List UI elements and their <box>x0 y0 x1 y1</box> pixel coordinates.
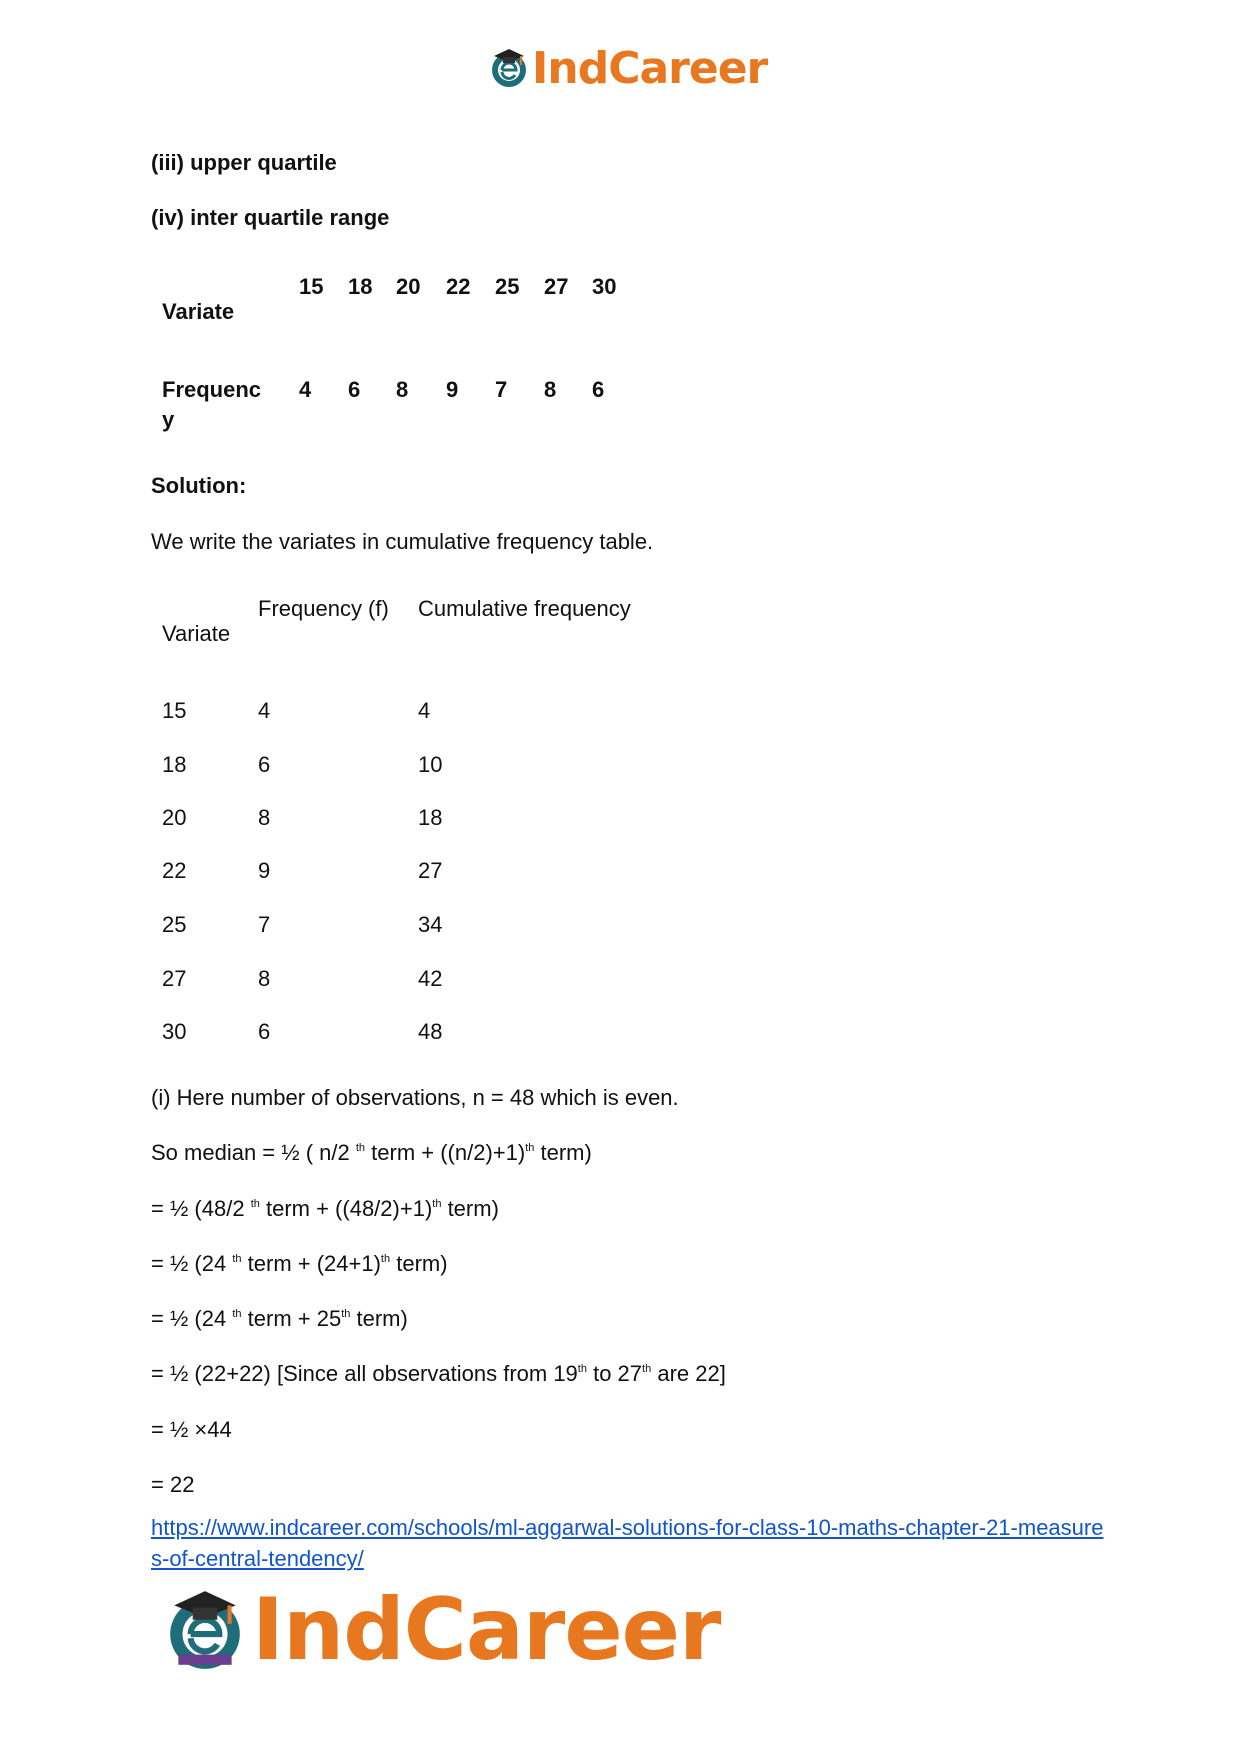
step-values: = ½ (22+22) [Since all observations from 19th to 27th are 22] <box>151 1361 726 1386</box>
step-terms: = ½ (24 $^{th}$ term + 25th term) <box>151 1306 408 1331</box>
variate-cell: 18 <box>348 274 373 299</box>
cf-cell-frequency: 8 <box>258 805 271 830</box>
question-iii: (iii) upper quartile <box>151 150 337 175</box>
source-link[interactable]: https://www.indcareer.com/schools/ml-aggarwal-solutions-for-class-10-maths-chapter-21-measures-of-central-tendency/ <box>151 1515 1104 1571</box>
cf-cell-frequency: 4 <box>258 698 271 723</box>
cf-cell-frequency: 8 <box>258 966 271 991</box>
brand-name: IndCareer <box>252 1580 721 1680</box>
cf-header-variate: Variate <box>162 621 231 646</box>
cf-cell-variate: 15 <box>162 698 187 723</box>
frequency-cell: 6 <box>348 377 361 402</box>
cf-cell-cumulative: 48 <box>418 1019 443 1044</box>
graduation-globe-icon <box>162 1587 248 1673</box>
cf-cell-cumulative: 10 <box>418 752 443 777</box>
cf-cell-variate: 30 <box>162 1019 187 1044</box>
cf-cell-cumulative: 18 <box>418 805 443 830</box>
step-substitute: = ½ (48/2 $^{th}$ term + $((48/2)+1)^{th}$ term) <box>151 1196 499 1221</box>
footer-logo <box>162 1580 721 1680</box>
variate-cell: 15 <box>299 274 324 299</box>
solution-heading: Solution: <box>151 473 247 498</box>
variate-row-label: Variate <box>162 299 235 324</box>
cf-cell-cumulative: 34 <box>418 912 443 937</box>
frequency-cell: 7 <box>495 377 508 402</box>
cf-cell-frequency: 7 <box>258 912 271 937</box>
graduation-globe-icon <box>488 47 530 89</box>
variate-cell: 27 <box>544 274 569 299</box>
cf-cell-frequency: 6 <box>258 1019 271 1044</box>
variate-cell: 20 <box>396 274 421 299</box>
header-logo <box>488 44 767 92</box>
step-simplify: = ½ (24 $^{th}$ term + $(24+1)^{th}$ term) <box>151 1251 448 1276</box>
intro-text: We write the variates in cumulative frequency table. <box>151 529 654 554</box>
step-median-formula: So median = ½ ( n/2 $^{th}$ term + $((n/2)+1)^{th}$ term) <box>151 1140 592 1165</box>
step-result: = 22 <box>151 1472 195 1497</box>
cf-cell-frequency: 9 <box>258 858 271 883</box>
frequency-cell: 8 <box>544 377 557 402</box>
cf-cell-variate: 25 <box>162 912 187 937</box>
frequency-cell: 9 <box>446 377 459 402</box>
step-observations: (i) Here number of observations, n = 48 which is even. <box>151 1085 679 1110</box>
frequency-row-label: Frequenc <box>162 377 262 402</box>
variate-cell: 30 <box>592 274 617 299</box>
variate-cell: 22 <box>446 274 471 299</box>
cf-cell-frequency: 6 <box>258 752 271 777</box>
step-multiply: = ½ ×44 <box>151 1417 232 1442</box>
cf-cell-cumulative: 4 <box>418 698 431 723</box>
variate-cell: 25 <box>495 274 520 299</box>
cf-cell-variate: 20 <box>162 805 187 830</box>
cf-cell-variate: 22 <box>162 858 187 883</box>
cf-header-cumulative: Cumulative frequency <box>418 596 631 621</box>
cf-cell-cumulative: 42 <box>418 966 443 991</box>
brand-name: IndCareer <box>532 42 768 94</box>
frequency-cell: 4 <box>299 377 312 402</box>
frequency-cell: 8 <box>396 377 409 402</box>
cf-cell-cumulative: 27 <box>418 858 443 883</box>
frequency-cell: 6 <box>592 377 605 402</box>
question-iv: (iv) inter quartile range <box>151 205 390 230</box>
cf-cell-variate: 27 <box>162 966 187 991</box>
frequency-row-label-wrap: y <box>162 407 175 432</box>
cf-header-frequency: Frequency (f) <box>258 596 389 621</box>
cf-cell-variate: 18 <box>162 752 187 777</box>
